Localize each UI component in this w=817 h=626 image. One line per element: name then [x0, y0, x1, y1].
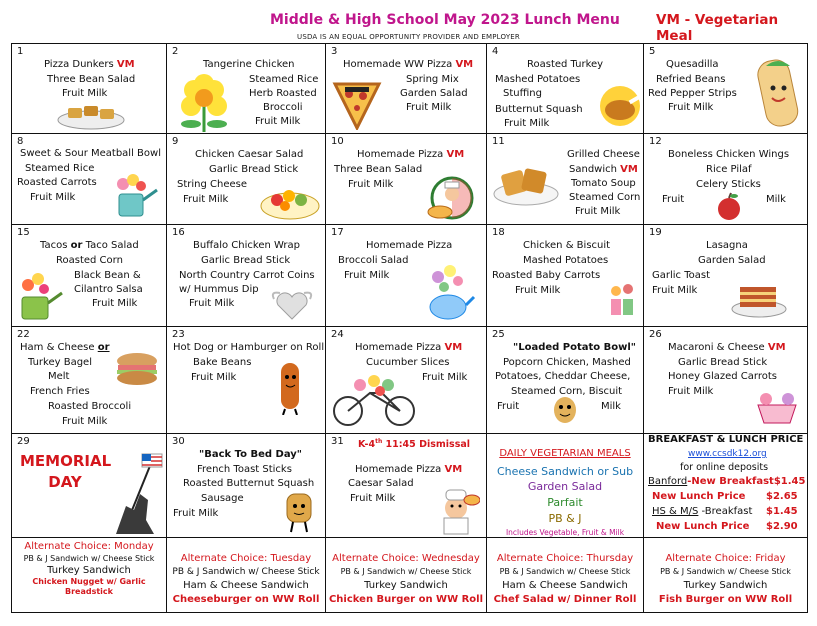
- menu-item: Three Bean Salad: [47, 74, 136, 85]
- hs-breakfast: HS & M/S -Breakfast: [652, 506, 753, 517]
- menu-item: Herb Roasted: [249, 88, 317, 99]
- alternate-item: Turkey Sandwich: [683, 580, 768, 591]
- day-5: [644, 44, 808, 134]
- day-number: 24: [331, 329, 344, 340]
- day-number: 29: [17, 436, 30, 447]
- menu-item: Fruit Milk: [668, 102, 714, 113]
- menu-item: Sandwich VM: [569, 164, 638, 175]
- menu-item: Fruit Milk: [575, 206, 621, 217]
- menu-item: w/ Hummus Dip: [179, 284, 259, 295]
- day-15: [12, 225, 167, 327]
- day-number: 19: [649, 227, 662, 238]
- day-12: [644, 134, 808, 225]
- day-number: 31: [331, 436, 344, 447]
- menu-item: Fruit: [662, 194, 685, 205]
- day-30: [167, 434, 326, 538]
- menu-item: Garlic Bread Stick: [678, 357, 768, 368]
- alternate-item: Chef Salad w/ Dinner Roll: [493, 594, 637, 605]
- day-4: [487, 44, 644, 134]
- menu-item: Black Bean &: [74, 270, 141, 281]
- burrito-icon: [754, 56, 802, 132]
- day-11: [487, 134, 644, 225]
- alternate-item: PB & J Sandwich w/ Cheese Stick: [499, 567, 631, 576]
- hs-lunch: New Lunch Price: [656, 521, 750, 532]
- hs-breakfast-price: $1.45: [766, 506, 798, 517]
- day-19: [644, 225, 808, 327]
- menu-item: Fruit Milk: [255, 116, 301, 127]
- menu-item: Potatoes, Cheddar Cheese,: [495, 371, 631, 382]
- menu-item: Roasted Turkey: [527, 59, 604, 70]
- menu-item: Fruit Milk: [350, 493, 396, 504]
- menu-item: Roasted Baby Carrots: [492, 270, 601, 281]
- day-25: [487, 327, 644, 434]
- menu-item: Popcorn Chicken, Mashed: [503, 357, 631, 368]
- day-31: [326, 434, 487, 538]
- hot-dog-character-icon: [273, 359, 307, 415]
- alternate-title: Alternate Choice: Monday: [24, 541, 154, 552]
- deposits-note: for online deposits: [680, 462, 769, 473]
- alternate-item: PB & J Sandwich w/ Cheese Stick: [340, 567, 472, 576]
- day-9: [167, 134, 326, 225]
- menu-item: Mashed Potatoes: [495, 74, 581, 85]
- day-22: [12, 327, 167, 434]
- roast-turkey-icon: [597, 84, 643, 128]
- alternate-item: PB & J Sandwich w/ Cheese Stick: [23, 554, 155, 563]
- menu-item: Roasted Butternut Squash: [183, 478, 315, 489]
- flag-raising-statue-icon: [110, 450, 166, 536]
- vm-legend: VM - Vegetarian Meal: [656, 12, 779, 44]
- menu-item: Melt: [48, 371, 70, 382]
- menu-item: Fruit: [497, 401, 520, 412]
- veg-item: Parfait: [547, 496, 583, 509]
- menu-item: French Fries: [30, 386, 90, 397]
- menu-item: Steamed Rice: [249, 74, 319, 85]
- day-number: 10: [331, 136, 344, 147]
- flower-icon: [169, 74, 239, 132]
- day-number: 16: [172, 227, 185, 238]
- veg-note: Includes Vegetable, Fruit & Milk: [505, 528, 625, 537]
- day-number: 12: [649, 136, 662, 147]
- menu-item: Fruit Milk: [668, 386, 714, 397]
- day-23: [167, 327, 326, 434]
- flower-basket-icon: [752, 383, 802, 425]
- menu-item: Fruit Milk: [30, 192, 76, 203]
- fruit-salad-icon: [259, 180, 321, 222]
- menu-item: Chicken Caesar Salad: [195, 149, 304, 160]
- menu-item: "Loaded Potato Bowl": [513, 342, 637, 353]
- alternate-title: Alternate Choice: Tuesday: [180, 553, 312, 564]
- menu-item: String Cheese: [177, 179, 248, 190]
- grilled-cheese-icon: [491, 160, 561, 208]
- menu-item: Sausage: [201, 493, 244, 504]
- menu-item: Steamed Corn: [569, 192, 641, 203]
- day-17: [326, 225, 487, 327]
- apple-icon: [714, 192, 744, 222]
- veg-item: Cheese Sandwich or Sub: [496, 465, 634, 478]
- menu-item: Sweet & Sour Meatball Bowl: [20, 148, 161, 159]
- usda-notice: USDA IS AN EQUAL OPPORTUNITY PROVIDER AND EMPLOYER: [297, 33, 520, 41]
- menu-item: Red Pepper Strips: [648, 88, 737, 99]
- alternate-item: Chicken Burger on WW Roll: [328, 594, 484, 605]
- watering-can-flowers-icon: [14, 269, 66, 323]
- dismissal-notice: K-4th 11:45 Dismissal: [358, 438, 471, 451]
- menu-item: Pizza Dunkers VM: [44, 59, 135, 70]
- menu-calendar: [11, 43, 808, 613]
- teapot-flowers-icon: [422, 259, 476, 321]
- veg-item: Garden Salad: [527, 480, 603, 493]
- veg-item: PB & J: [548, 512, 582, 525]
- day-3: [326, 44, 487, 134]
- website-link[interactable]: www.ccsdk12.org: [688, 449, 767, 459]
- menu-item: Homemade WW Pizza VM: [343, 59, 474, 70]
- day-number: 5: [649, 46, 656, 57]
- alternate-title: Alternate Choice: Wednesday: [332, 553, 480, 564]
- menu-item: Fruit Milk: [62, 416, 108, 427]
- day-10: [326, 134, 487, 225]
- menu-item: Fruit Milk: [173, 508, 219, 519]
- alternate-item: PB & J Sandwich w/ Cheese Stick: [660, 567, 791, 576]
- menu-item: Garlic Toast: [652, 270, 711, 281]
- pizza-dunkers-icon: [56, 100, 126, 130]
- day-1: [12, 44, 167, 134]
- flying-heart-icon: [270, 287, 314, 323]
- menu-item: Garlic Bread Stick: [201, 255, 291, 266]
- prices-title: BREAKFAST & LUNCH PRICE: [648, 434, 804, 445]
- day-24: [326, 327, 487, 434]
- menu-item: Roasted Corn: [56, 255, 123, 266]
- alternate-item: Chicken Nugget w/ Garlic: [32, 577, 146, 586]
- potato-character-icon: [551, 395, 579, 425]
- menu-item: Garlic Bread Stick: [209, 164, 299, 175]
- menu-item: Buffalo Chicken Wrap: [193, 240, 301, 251]
- page-title: Middle & High School May 2023 Lunch Menu: [270, 12, 620, 28]
- menu-item: Tangerine Chicken: [203, 59, 295, 70]
- menu-item: Macaroni & Cheese VM: [668, 342, 786, 353]
- menu-item: Stuffing: [503, 88, 542, 99]
- pizza-chef-icon: [432, 486, 480, 536]
- alternate-item: Turkey Sandwich: [364, 580, 448, 591]
- day-8: [12, 134, 167, 225]
- menu-item: Homemade Pizza: [366, 240, 453, 251]
- menu-item: Fruit Milk: [652, 285, 698, 296]
- menu-item: Roasted Broccoli: [48, 401, 132, 412]
- day-number: 8: [17, 136, 24, 147]
- menu-item: Three Bean Salad: [334, 164, 423, 175]
- alternate-title: Alternate Choice: Thursday: [496, 553, 634, 564]
- menu-item: Broccoli Salad: [338, 255, 409, 266]
- menu-item: Ham & Cheese or: [20, 342, 110, 353]
- day-number: 1: [17, 46, 24, 57]
- day-2: [167, 44, 326, 134]
- day-number: 23: [172, 329, 185, 340]
- alternate-item: Cheeseburger on WW Roll: [172, 594, 320, 605]
- menu-item: Roasted Carrots: [17, 177, 97, 188]
- menu-item: Lasagna: [706, 240, 748, 251]
- menu-item: Spring Mix: [406, 74, 459, 85]
- menu-item: Milk: [766, 194, 786, 205]
- menu-item: Garden Salad: [698, 255, 766, 266]
- menu-item: Tacos or Taco Salad: [40, 240, 139, 251]
- menu-item: Tomato Soup: [571, 178, 636, 189]
- menu-item: Fruit Milk: [344, 270, 390, 281]
- alternate-item: PB & J Sandwich w/ Cheese Stick: [172, 567, 320, 577]
- veg-title: DAILY VEGETARIAN MEALS: [499, 448, 631, 459]
- menu-item: Refried Beans: [656, 74, 726, 85]
- menu-item: Steamed Corn, Biscuit: [511, 386, 623, 397]
- prices-box: [644, 434, 808, 538]
- menu-item: "Back To Bed Day": [199, 449, 302, 460]
- menu-item: Fruit Milk: [92, 298, 138, 309]
- day-16: [167, 225, 326, 327]
- boots-flowers-icon: [605, 277, 639, 319]
- alternate-tuesday: [167, 538, 326, 613]
- vegetarian-meals-box: [487, 434, 644, 538]
- menu-item: Fruit Milk: [189, 298, 235, 309]
- alternate-monday: [12, 538, 167, 613]
- menu-item: Milk: [601, 401, 621, 412]
- menu-item: Hot Dog or Hamburger on Roll: [173, 342, 325, 353]
- pizza-slice-icon: [331, 78, 383, 130]
- day-number: 26: [649, 329, 662, 340]
- alternate-thursday: [487, 538, 644, 613]
- menu-item: North Country Carrot Coins: [179, 270, 315, 281]
- lasagna-icon: [730, 275, 788, 319]
- alternate-item: Ham & Cheese Sandwich: [183, 580, 309, 591]
- alternate-item: Breadstick: [65, 587, 113, 596]
- menu-item: Fruit Milk: [62, 88, 108, 99]
- alternate-friday: [644, 538, 808, 613]
- banford-lunch: New Lunch Price: [652, 491, 746, 502]
- menu-item: Caesar Salad: [348, 478, 414, 489]
- day-number: 22: [17, 329, 30, 340]
- menu-item: Fruit Milk: [515, 285, 561, 296]
- day-number: 9: [172, 136, 179, 147]
- menu-item: Turkey Bagel: [28, 357, 92, 368]
- day-number: 3: [331, 46, 338, 57]
- menu-item: Celery Sticks: [696, 179, 761, 190]
- menu-item: Fruit Milk: [406, 102, 452, 113]
- alternate-item: Turkey Sandwich: [47, 565, 131, 576]
- menu-item: Bake Beans: [193, 357, 252, 368]
- menu-item: Boneless Chicken Wings: [668, 149, 790, 160]
- pizza-chef-icon: [426, 174, 478, 222]
- day-number: 18: [492, 227, 505, 238]
- menu-item: Fruit Milk: [422, 372, 468, 383]
- menu-item: Homemade Pizza VM: [355, 342, 463, 353]
- menu-item: Grilled Cheese: [567, 149, 640, 160]
- day-number: 2: [172, 46, 179, 57]
- day-number: 15: [17, 227, 30, 238]
- menu-item: Fruit Milk: [191, 372, 237, 383]
- flower-bicycle-icon: [330, 371, 420, 429]
- menu-item: Fruit Milk: [183, 194, 229, 205]
- menu-item: Homemade Pizza VM: [355, 464, 463, 475]
- menu-item: Cilantro Salsa: [74, 284, 143, 295]
- alternate-title: Alternate Choice: Friday: [665, 553, 786, 564]
- hs-lunch-price: $2.90: [766, 521, 798, 532]
- menu-item: Chicken & Biscuit: [523, 240, 611, 251]
- menu-item: Quesadilla: [666, 59, 719, 70]
- menu-item: Broccoli: [263, 102, 303, 113]
- bagel-sandwich-icon: [114, 351, 160, 387]
- banford-breakfast: Banford-New Breakfast$1.45: [648, 476, 806, 487]
- menu-item: Garden Salad: [400, 88, 468, 99]
- menu-item: Homemade Pizza VM: [357, 149, 465, 160]
- alternate-item: Ham & Cheese Sandwich: [502, 580, 628, 591]
- day-26: [644, 327, 808, 434]
- day-number: 25: [492, 329, 505, 340]
- menu-item: Fruit Milk: [504, 118, 550, 129]
- day-number: 11: [492, 136, 505, 147]
- menu-item: French Toast Sticks: [197, 464, 292, 475]
- alternate-item: Fish Burger on WW Roll: [658, 594, 793, 605]
- day-29: [12, 434, 167, 538]
- memorial-day-label: MEMORIAL DAY: [20, 452, 112, 491]
- menu-item: Cucumber Slices: [366, 357, 450, 368]
- menu-item: Mashed Potatoes: [523, 255, 609, 266]
- day-18: [487, 225, 644, 327]
- menu-item: Honey Glazed Carrots: [668, 371, 777, 382]
- banford-lunch-price: $2.65: [766, 491, 798, 502]
- menu-item: Fruit Milk: [348, 179, 394, 190]
- watering-can-icon: [109, 172, 159, 220]
- alternate-wednesday: [326, 538, 487, 613]
- day-number: 30: [172, 436, 185, 447]
- menu-item: Butternut Squash: [495, 104, 583, 115]
- day-number: 17: [331, 227, 344, 238]
- toast-character-icon: [279, 488, 319, 534]
- menu-item: Steamed Rice: [25, 163, 95, 174]
- day-number: 4: [492, 46, 499, 57]
- menu-item: Rice Pilaf: [706, 164, 752, 175]
